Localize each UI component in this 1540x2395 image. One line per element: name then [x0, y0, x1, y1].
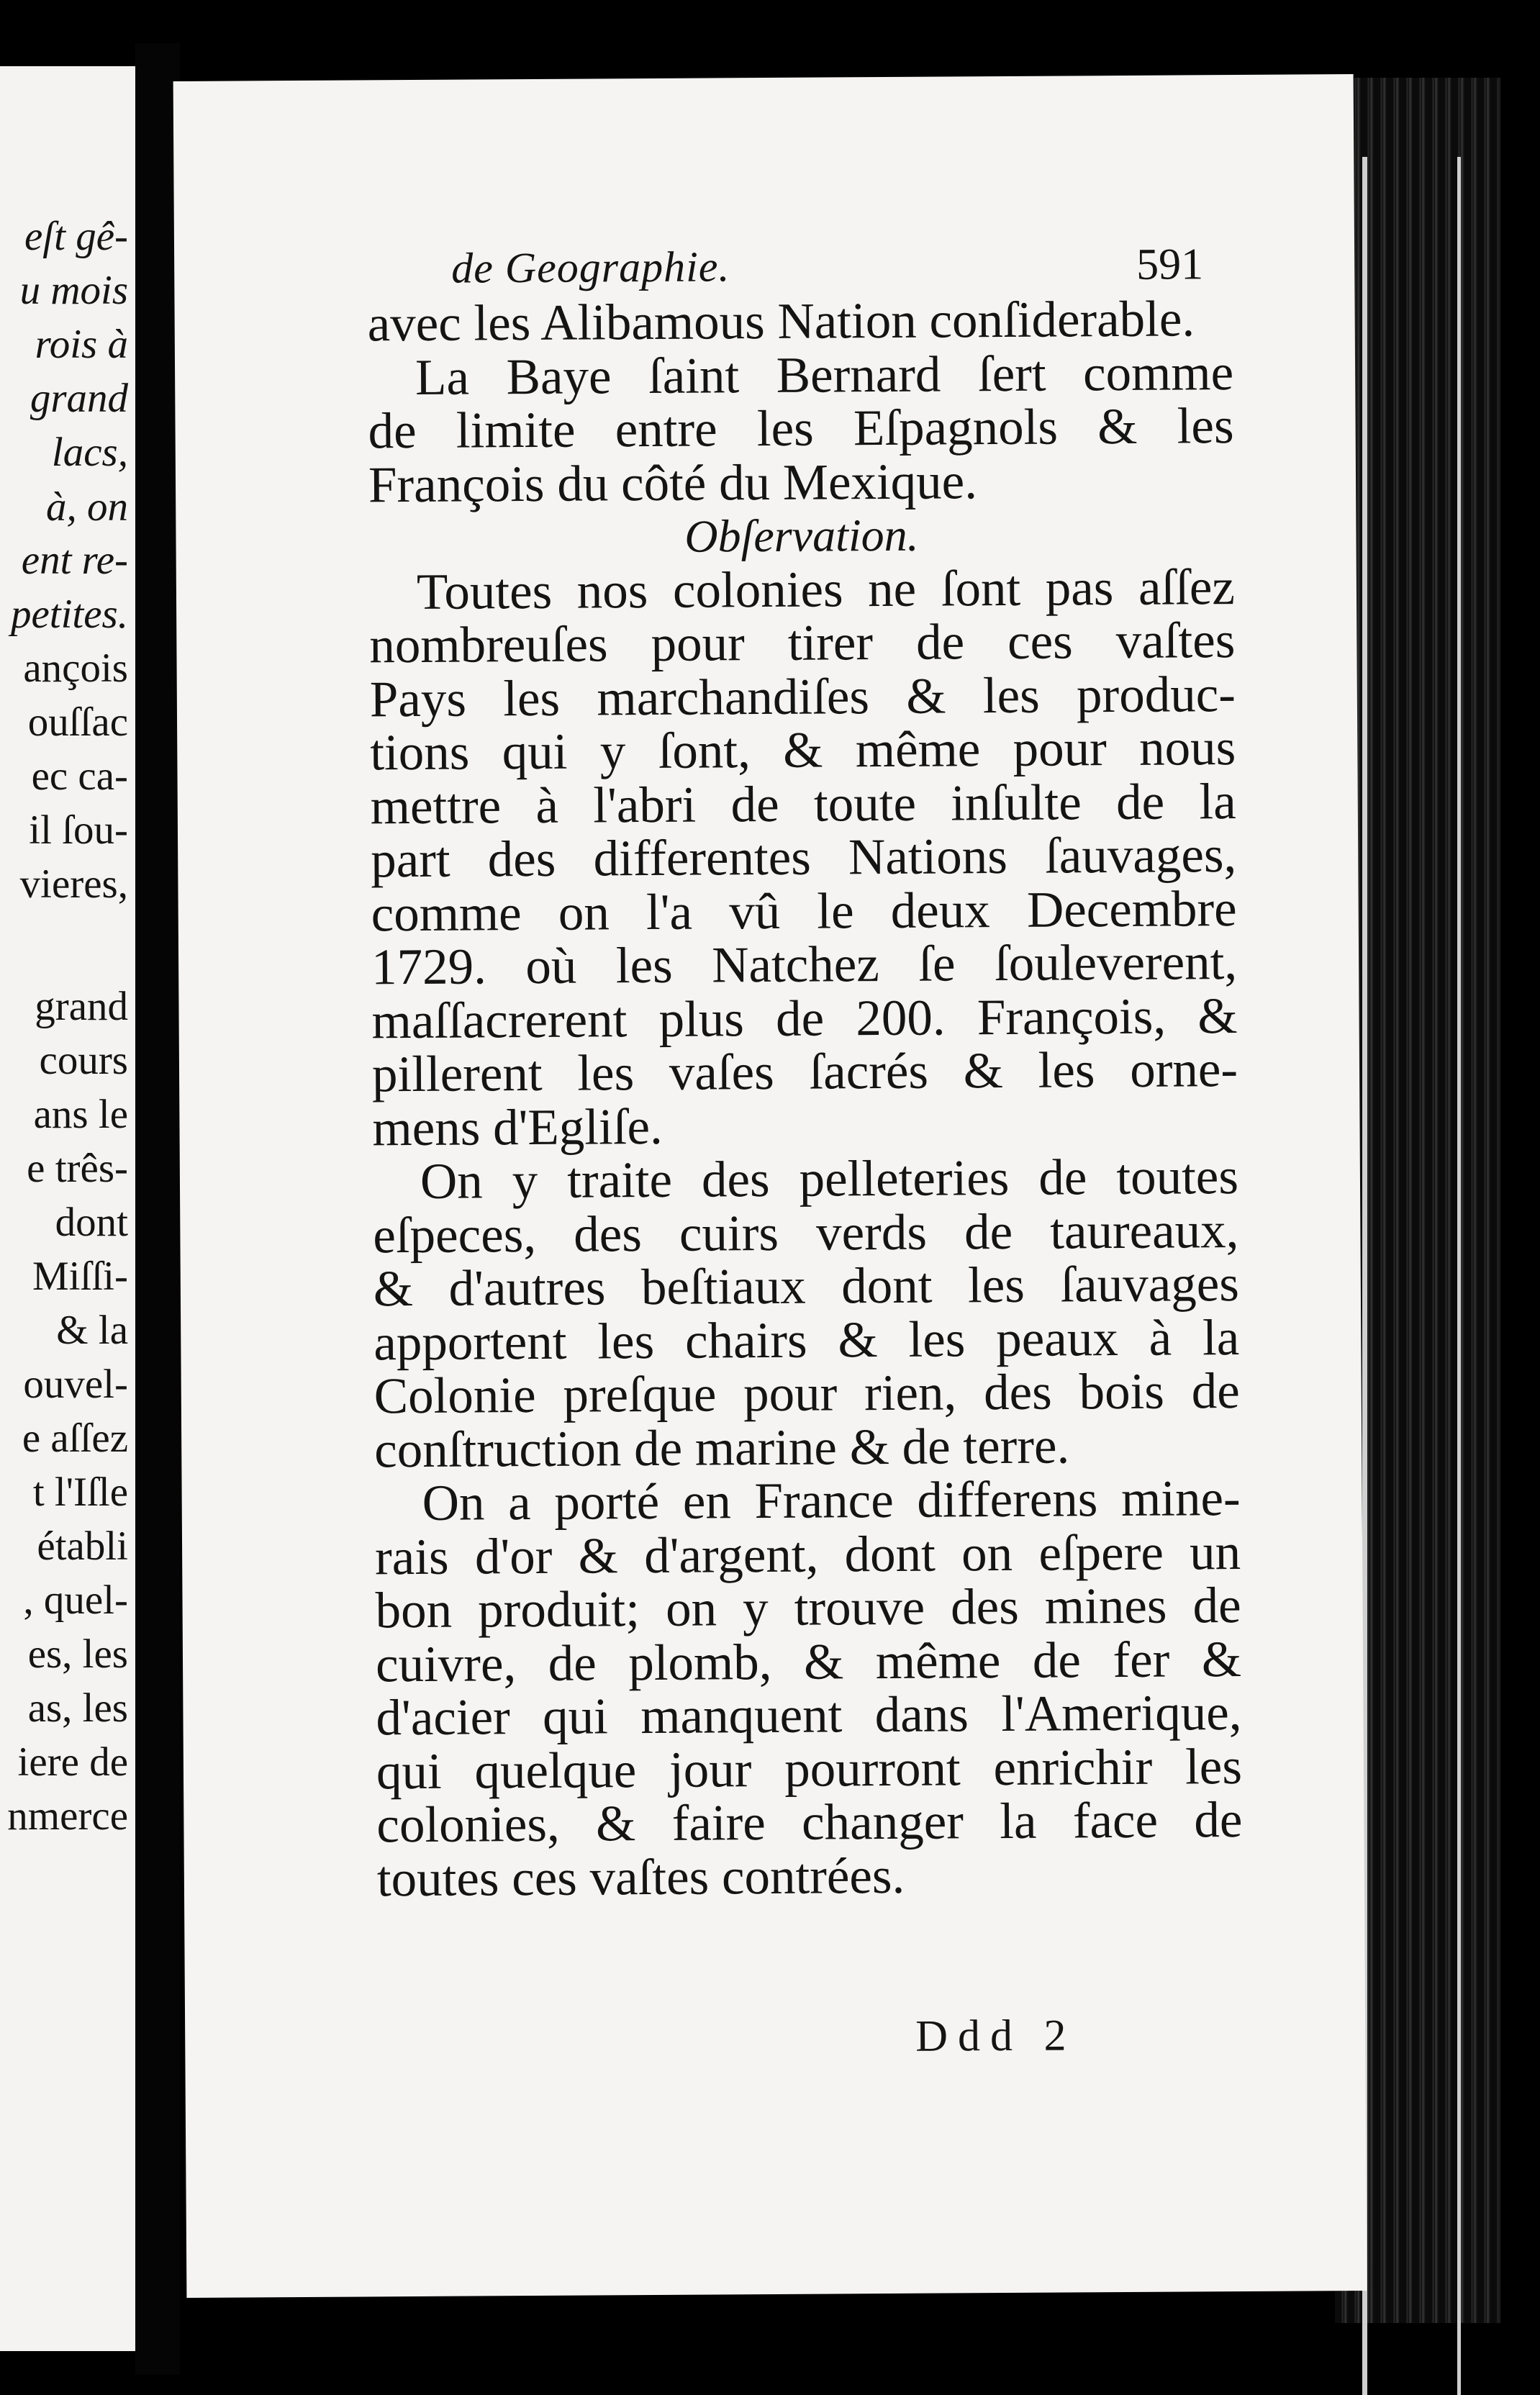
left-page-line: cours [39, 1038, 128, 1083]
text-line: pillerent les vaſes ſacrés & les orne- [371, 1041, 1238, 1103]
left-page-line: & la [56, 1308, 128, 1353]
left-page-line: vieres, [19, 861, 128, 907]
text-line: toutes ces vaſtes contrées. [376, 1847, 905, 1907]
left-page-line: ec ca- [31, 753, 128, 799]
text-line: On a porté en France differens mine- [422, 1470, 1241, 1531]
section-heading: Obſervation. [684, 509, 919, 562]
text-line: d'acier qui manquent dans l'Amerique, [376, 1685, 1242, 1747]
text-line: avec les Alibamous Nation conſiderable. [367, 291, 1195, 353]
running-head-title: de Geographie. [450, 243, 730, 292]
text-line: rais d'or & d'argent, dont on eſpere un [374, 1524, 1241, 1585]
left-page-line: à, on [46, 484, 128, 530]
text-line: bon produit; on y trouve des mines de [375, 1577, 1241, 1639]
left-page-line: eſt gê- [24, 214, 128, 259]
page-edge-highlight [1457, 157, 1461, 2395]
left-page-line: il ſou- [29, 807, 128, 853]
text-line: cuivre, de plomb, & même de fer & [375, 1631, 1242, 1693]
text-line: comme on l'a vû le deux Decembre [371, 880, 1237, 942]
text-line: maſſacrerent plus de 200. François, & [371, 987, 1238, 1049]
text-line: qui quelque jour pourront enrichir les [376, 1738, 1243, 1800]
left-page-line: dont [55, 1200, 128, 1245]
left-page-line: rois à [35, 322, 128, 367]
left-page-line: t l'Iſle [32, 1470, 128, 1515]
text-line: nombreuſes pour tirer de ces vaſtes [369, 612, 1236, 674]
left-page-line: établi [37, 1524, 128, 1569]
left-page-line: nmerce [7, 1793, 128, 1839]
book-page [173, 74, 1367, 2298]
left-page-line: ouvel- [23, 1362, 128, 1407]
left-facing-page [0, 66, 135, 2351]
left-page-line: , quel- [23, 1577, 128, 1623]
text-line: colonies, & faire changer la face de [376, 1792, 1243, 1854]
text-line: La Baye ſaint Bernard ſert comme [415, 344, 1234, 406]
text-line: de limite entre les Eſpagnols & les [368, 398, 1234, 460]
left-page-line: Miſſi- [32, 1254, 128, 1299]
body-text [367, 292, 1243, 1906]
signature-mark: Ddd 2 [915, 2011, 1077, 2061]
left-page-line: e aſſez [22, 1416, 128, 1461]
text-line: tions qui y ſont, & même pour nous [370, 720, 1236, 782]
left-page-line: iere de [17, 1739, 128, 1785]
text-line: mens d'Egliſe. [372, 1098, 663, 1156]
text-line: François du côté du Mexique. [368, 453, 978, 513]
text-line: apportent les chairs & les peaux à la [373, 1309, 1240, 1371]
text-line: Toutes nos colonies ne ſont pas aſſez [416, 558, 1236, 620]
text-line: part des differentes Nations ſauvages, [370, 827, 1237, 889]
left-page-line: ent re- [21, 538, 128, 583]
text-line: & d'autres beſtiaux dont les ſauvages [373, 1256, 1240, 1318]
left-page-line: petites. [10, 592, 128, 637]
left-page-line: es, les [27, 1631, 128, 1677]
left-page-line: ouſſac [27, 700, 128, 745]
book-gutter [135, 43, 180, 2375]
text-line: On y traite des pelleteries de toutes [420, 1149, 1239, 1210]
left-page-line: ançois [23, 646, 128, 691]
text-line: eſpeces, des cuirs verds de taureaux, [373, 1202, 1239, 1264]
left-page-line: lacs, [51, 430, 128, 475]
text-line: Pays les marchandiſes & les produc- [369, 666, 1236, 728]
left-page-line: as, les [27, 1685, 128, 1731]
left-page-line: u mois [19, 268, 128, 313]
left-page-line: e três- [27, 1146, 128, 1191]
text-line: mettre à l'abri de toute inſulte de la [370, 773, 1236, 835]
left-page-line: grand [35, 984, 128, 1029]
text-line: Colonie preſque pour rien, des bois de [373, 1363, 1240, 1425]
page-number: 591 [1136, 240, 1204, 289]
left-page-line: ans le [33, 1092, 128, 1137]
left-page-line: grand [30, 376, 128, 421]
text-line: 1729. où les Natchez ſe ſouleverent, [371, 934, 1238, 996]
text-line: conſtruction de marine & de terre. [373, 1417, 1070, 1478]
